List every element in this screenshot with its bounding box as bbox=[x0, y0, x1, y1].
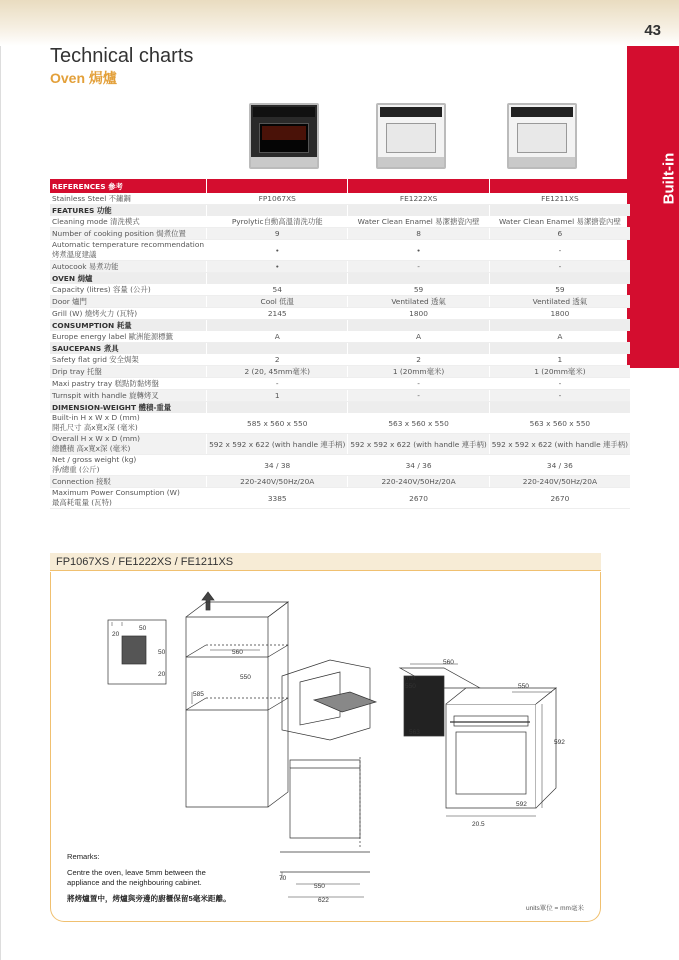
table-row bbox=[50, 216, 630, 228]
section-header-label: SAUCEPANS 煮具 bbox=[50, 343, 207, 355]
row-label-text: Autocook 易煮功能 bbox=[52, 262, 119, 271]
row-value: 1 (20mm毫米) bbox=[348, 366, 489, 378]
section-header-cell bbox=[489, 320, 630, 332]
section-side-tab bbox=[627, 46, 679, 368]
row-value: - bbox=[348, 378, 489, 390]
cabinet-side bbox=[268, 602, 288, 807]
row-label-text-zh: 總體積 高x寬x深 (毫米) bbox=[52, 444, 131, 453]
row-value: Water Clean Enamel 易潔搪瓷內壁 bbox=[489, 216, 630, 228]
section-header-cell bbox=[489, 273, 630, 285]
row-value: - bbox=[348, 261, 489, 273]
row-label bbox=[50, 366, 207, 378]
row-value: 2 bbox=[348, 354, 489, 366]
row-label-text: Maximum Power Consumption (W) bbox=[52, 488, 180, 497]
row-value: 585 x 560 x 550 bbox=[207, 413, 348, 434]
row-label-text: Safety flat grid 安全焗架 bbox=[52, 355, 139, 364]
dim-vent-width: 50 bbox=[139, 625, 147, 632]
section-header-cell bbox=[207, 205, 348, 217]
row-label bbox=[50, 413, 207, 434]
header-cell bbox=[207, 179, 348, 193]
row-label-text: Grill (W) 燒烤火力 (瓦特) bbox=[52, 309, 138, 318]
row-value: 2145 bbox=[207, 308, 348, 320]
section-header-row bbox=[50, 402, 630, 414]
airflow-arrow-icon bbox=[202, 592, 214, 610]
side-tab-label: Built-in bbox=[660, 152, 678, 205]
dim-vent-bottom: 20 bbox=[158, 671, 166, 678]
page-title: Technical charts bbox=[50, 45, 194, 67]
row-value: 1800 bbox=[489, 308, 630, 320]
table-row bbox=[50, 366, 630, 378]
row-label-text: Automatic temperature recommendation bbox=[52, 240, 205, 249]
row-label bbox=[50, 488, 207, 509]
section-header-cell bbox=[348, 205, 489, 217]
units-note: units單位 = mm毫米 bbox=[526, 905, 584, 912]
row-value: 34 / 36 bbox=[348, 455, 489, 476]
row-value: 1 (20mm毫米) bbox=[489, 366, 630, 378]
row-value: • bbox=[207, 240, 348, 261]
dim-vent-height: 50 bbox=[158, 649, 166, 656]
section-header-row bbox=[50, 205, 630, 217]
dim-cabinet-height: 585 bbox=[193, 691, 204, 698]
row-label bbox=[50, 354, 207, 366]
row-value: FE1222XS bbox=[348, 193, 489, 205]
drawing-title-bar bbox=[50, 553, 601, 571]
row-label-text: Net / gross weight (kg) bbox=[52, 455, 137, 464]
dim-oven-front-width: 592 bbox=[516, 801, 527, 808]
row-value: 3385 bbox=[207, 488, 348, 509]
table-row bbox=[50, 413, 630, 434]
row-value: 1 bbox=[207, 390, 348, 402]
row-value: - bbox=[489, 261, 630, 273]
row-value: • bbox=[207, 261, 348, 273]
row-label-text-zh: 最高耗電量 (瓦特) bbox=[52, 498, 112, 507]
section-header-label: DIMENSION-WEIGHT 體積-重量 bbox=[50, 402, 207, 414]
row-label bbox=[50, 228, 207, 240]
row-value: 59 bbox=[348, 284, 489, 296]
table-row bbox=[50, 434, 630, 455]
section-header-cell bbox=[348, 320, 489, 332]
remarks-label: Remarks: bbox=[67, 852, 100, 861]
row-label bbox=[50, 216, 207, 228]
row-label-text: Door 爐門 bbox=[52, 297, 87, 306]
row-label bbox=[50, 434, 207, 455]
row-label-text: Built-in H x W x D (mm) bbox=[52, 413, 140, 422]
table-row bbox=[50, 378, 630, 390]
table-row bbox=[50, 240, 630, 261]
table-row bbox=[50, 354, 630, 366]
row-value: • bbox=[348, 240, 489, 261]
row-label-text: Capacity (litres) 容量 (公升) bbox=[52, 285, 151, 294]
section-header-row bbox=[50, 343, 630, 355]
row-value: A bbox=[489, 331, 630, 343]
row-label-text-zh: 開孔尺寸 高x寬x深 (毫米) bbox=[52, 423, 138, 432]
row-value: 9 bbox=[207, 228, 348, 240]
row-value: 2 bbox=[207, 354, 348, 366]
remarks-line-2: appliance and the neighbouring cabinet. bbox=[67, 878, 202, 887]
dim-side-70: 70 bbox=[279, 875, 287, 882]
side-section-view bbox=[290, 768, 360, 838]
row-label bbox=[50, 296, 207, 308]
header-cell bbox=[348, 179, 489, 193]
row-value: A bbox=[348, 331, 489, 343]
table-row bbox=[50, 296, 630, 308]
row-value: 1 bbox=[489, 354, 630, 366]
remarks-block bbox=[67, 852, 231, 904]
row-value: Ventilated 透氣 bbox=[348, 296, 489, 308]
row-value: Pyrolytic自動高溫清洗功能 bbox=[207, 216, 348, 228]
oven-door-open bbox=[314, 692, 376, 712]
row-label-text: Maxi pastry tray 糕點防黏烤盤 bbox=[52, 379, 159, 388]
spec-table bbox=[50, 179, 630, 509]
row-value: - bbox=[489, 378, 630, 390]
row-label bbox=[50, 240, 207, 261]
dim-cabinet-width: 560 bbox=[232, 649, 243, 656]
row-value: 220-240V/50Hz/20A bbox=[489, 476, 630, 488]
table-row bbox=[50, 284, 630, 296]
row-label bbox=[50, 284, 207, 296]
table-row bbox=[50, 228, 630, 240]
row-value: A bbox=[207, 331, 348, 343]
row-label bbox=[50, 378, 207, 390]
dim-oven-gap: 20.5 bbox=[472, 821, 485, 828]
table-row bbox=[50, 476, 630, 488]
table-row bbox=[50, 308, 630, 320]
section-header-cell bbox=[348, 343, 489, 355]
row-value: 2670 bbox=[489, 488, 630, 509]
drawing-title: FP1067XS / FE1222XS / FE1211XS bbox=[56, 556, 234, 568]
row-value: 59 bbox=[489, 284, 630, 296]
section-header-cell bbox=[207, 273, 348, 285]
section-header-cell bbox=[348, 402, 489, 414]
vent-opening bbox=[122, 636, 146, 664]
table-header-row bbox=[50, 179, 630, 193]
row-label bbox=[50, 455, 207, 476]
dim-oven-front-height: 592 bbox=[554, 739, 565, 746]
row-label-text-zh: 烤煮溫度建議 bbox=[52, 250, 97, 259]
table-row bbox=[50, 261, 630, 273]
row-value: 2670 bbox=[348, 488, 489, 509]
row-value: 563 x 560 x 550 bbox=[489, 413, 630, 434]
dim-side-622: 622 bbox=[318, 897, 329, 904]
row-value: 563 x 560 x 550 bbox=[348, 413, 489, 434]
row-value: 592 x 592 x 622 (with handle 連手柄) bbox=[348, 434, 489, 455]
row-label-text-zh: 淨/總重 (公斤) bbox=[52, 465, 100, 474]
page-edge-rule bbox=[0, 46, 1, 960]
cabinet-front bbox=[186, 617, 268, 807]
table-row bbox=[50, 390, 630, 402]
product-image-3 bbox=[507, 103, 577, 169]
row-value: 2 (20, 45mm毫米) bbox=[207, 366, 348, 378]
row-value: - bbox=[348, 390, 489, 402]
row-value: FE1211XS bbox=[489, 193, 630, 205]
row-value: 54 bbox=[207, 284, 348, 296]
section-header-cell bbox=[489, 205, 630, 217]
dim-oven-depth: 550 bbox=[518, 683, 529, 690]
section-header-cell bbox=[348, 273, 489, 285]
section-header-row bbox=[50, 320, 630, 332]
section-header-cell bbox=[207, 402, 348, 414]
row-value: 592 x 592 x 622 (with handle 連手柄) bbox=[489, 434, 630, 455]
row-value: 1800 bbox=[348, 308, 489, 320]
table-row bbox=[50, 331, 630, 343]
remarks-line-1: Centre the oven, leave 5mm between the bbox=[67, 868, 206, 877]
remarks-chinese: 將烤爐置中，烤爐與旁邊的廚櫃保留5毫米距離。 bbox=[67, 894, 231, 903]
dim-side-550: 550 bbox=[314, 883, 325, 890]
row-label-text: Europe energy label 歐洲能源標籤 bbox=[52, 332, 174, 341]
oven-front bbox=[446, 704, 536, 808]
row-label-text: Turnspit with handle 旋轉烤叉 bbox=[52, 391, 159, 400]
header-band bbox=[0, 0, 679, 46]
row-label-text: Drip tray 托盤 bbox=[52, 367, 102, 376]
table-row bbox=[50, 193, 630, 205]
header-cell bbox=[489, 179, 630, 193]
dim-oven-min-label: min bbox=[405, 675, 416, 682]
row-value: 220-240V/50Hz/20A bbox=[207, 476, 348, 488]
section-header-cell bbox=[207, 320, 348, 332]
section-header-label: OVEN 焗爐 bbox=[50, 273, 207, 285]
dim-oven-min-value: 550 bbox=[405, 683, 416, 690]
row-value: 6 bbox=[489, 228, 630, 240]
row-value: Cool 低溫 bbox=[207, 296, 348, 308]
row-label-text: Cleaning mode 清洗模式 bbox=[52, 217, 140, 226]
row-label-text: Overall H x W x D (mm) bbox=[52, 434, 140, 443]
dim-cabinet-depth: 550 bbox=[240, 674, 251, 681]
section-header-row bbox=[50, 273, 630, 285]
row-value: - bbox=[489, 240, 630, 261]
row-value: Ventilated 透氣 bbox=[489, 296, 630, 308]
product-image-2 bbox=[376, 103, 446, 169]
row-label bbox=[50, 308, 207, 320]
row-value: 34 / 38 bbox=[207, 455, 348, 476]
row-label-text: Stainless Steel 不鏽鋼 bbox=[52, 194, 131, 203]
dim-oven-height: 563 bbox=[409, 729, 420, 736]
cabinet-top bbox=[186, 602, 288, 617]
section-header-label: FEATURES 功能 bbox=[50, 205, 207, 217]
dim-oven-width: 560 bbox=[443, 659, 454, 666]
section-header-cell bbox=[207, 343, 348, 355]
row-value: - bbox=[489, 390, 630, 402]
row-label bbox=[50, 331, 207, 343]
row-label-text: Connection 接駁 bbox=[52, 477, 111, 486]
row-value: 592 x 592 x 622 (with handle 連手柄) bbox=[207, 434, 348, 455]
table-row bbox=[50, 455, 630, 476]
row-label bbox=[50, 193, 207, 205]
row-label bbox=[50, 476, 207, 488]
row-label bbox=[50, 261, 207, 273]
row-value: - bbox=[207, 378, 348, 390]
row-value: 220-240V/50Hz/20A bbox=[348, 476, 489, 488]
row-label-text: Number of cooking position 焗煮位置 bbox=[52, 229, 186, 238]
row-value: Water Clean Enamel 易潔搪瓷內壁 bbox=[348, 216, 489, 228]
row-label bbox=[50, 390, 207, 402]
table-row bbox=[50, 488, 630, 509]
row-value: FP1067XS bbox=[207, 193, 348, 205]
row-value: 34 / 36 bbox=[489, 455, 630, 476]
product-image-1 bbox=[249, 103, 319, 169]
page-subtitle: Oven 焗爐 bbox=[50, 70, 117, 86]
section-header-cell bbox=[489, 343, 630, 355]
section-header-cell bbox=[489, 402, 630, 414]
references-label: REFERENCES 參考 bbox=[50, 179, 207, 193]
page-number: 43 bbox=[644, 22, 661, 39]
row-value: 8 bbox=[348, 228, 489, 240]
section-header-label: CONSUMPTION 耗量 bbox=[50, 320, 207, 332]
dim-vent-left: 20 bbox=[112, 631, 120, 638]
